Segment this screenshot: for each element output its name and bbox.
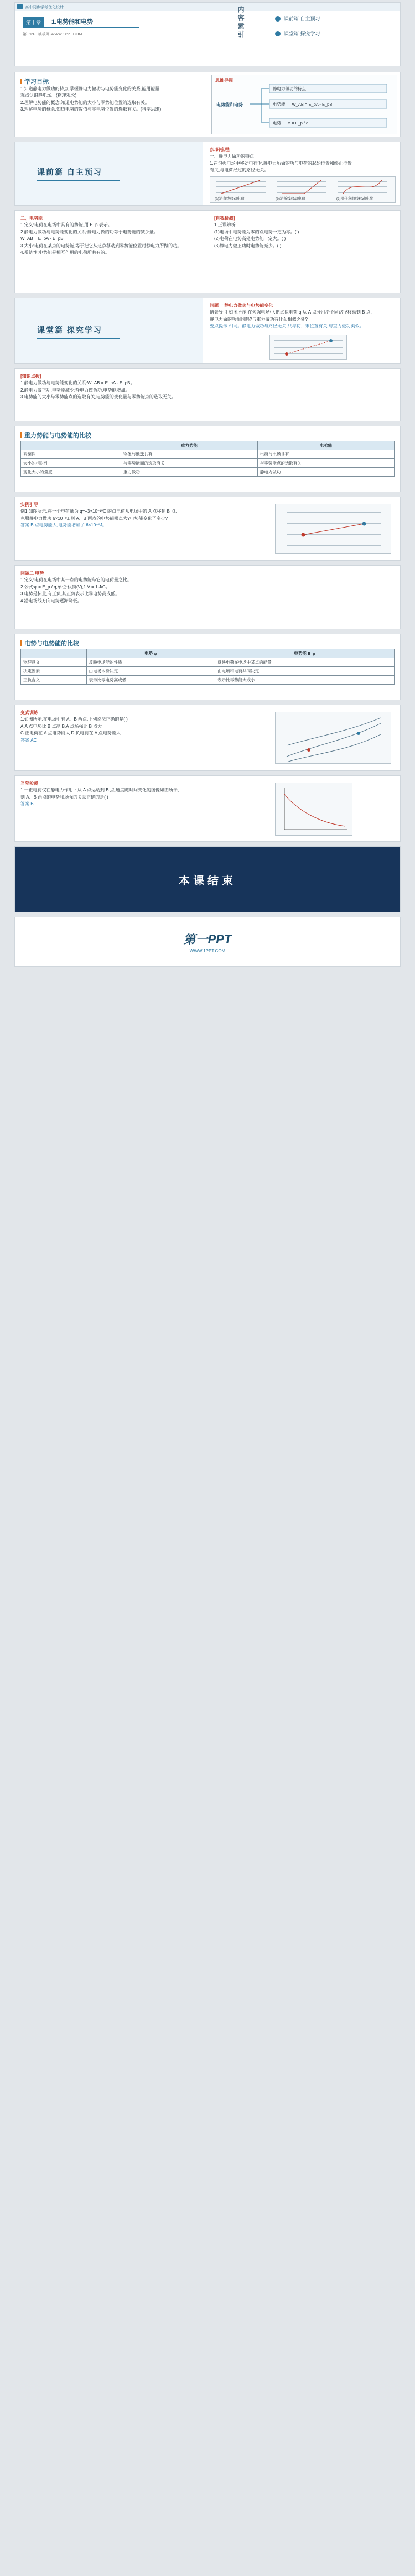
energy-text: 二、电势能 1.定义:电荷在电场中具有的势能,用 E_p 表示。 2.静电力做功与电势能变化的关系:静电力做的功等于电势能的减少量。 W_AB = E_pA - E_pB 3.大小:电荷在某点的电势能,等于把它从这点移动到零势能位置时静电力所做的功。 4.系统性:电势能是相互作用的电荷所共有的。 (20, 216, 182, 255)
preview-text: [知识梳理] 一、静电力做功的特点 1.在匀强电场中移动电荷时,静电力所做的功与电荷的起始位置和终止位置 有关,与电荷经过的路径无关。 (210, 147, 352, 173)
mind-map: 思维导图 电势能和电势 静电力做功的特点 电势能 W_AB = E_pA - E_pB 电势 φ = E_p / q (211, 75, 397, 134)
table-row: 物理意义 反映电场能的性质 反映电荷在电场中某点的能量 (21, 658, 395, 667)
goals-heading: 学习目标 (20, 77, 49, 86)
preview-banner: 课前篇 自主预习 (15, 142, 203, 206)
explore-text: 问题一 静电力做功与电势能变化 情景导引 如图所示,在匀强电场中,把试探电荷 q 从 A 点分别沿不同路径移动到 B 点, 静电力做的功相同吗?与重力做功有什么相似之处? 要点提示 相同。静电力做功与路径无关,只与初、末位置有关,与重力做功类似。 (210, 303, 372, 329)
field-figure (269, 335, 347, 360)
brand-logo: 第一PPT (183, 932, 232, 946)
index-side-label: 内容索引 (237, 6, 245, 39)
preview-slide (14, 142, 401, 206)
explore-banner: 课堂篇 探究学习 (15, 298, 203, 364)
practice-figure (275, 712, 391, 764)
example-slide (14, 497, 401, 561)
work-path-figure: (a)沿直线移动电荷 (b)沿折线移动电荷 (c)沿任意曲线移动电荷 (210, 176, 396, 203)
table-row: 变化大小的量度 重力做功 静电力做功 (21, 468, 395, 477)
table-row: 决定因素 由电场本身决定 由电场和电荷共同决定 (21, 667, 395, 676)
table-header-row: 电势 φ 电势能 E_p (21, 649, 395, 658)
summary-table (20, 649, 395, 685)
ending-title: 本课结束 (179, 874, 236, 887)
potential-slide (14, 565, 401, 629)
table-row: 系统性 物体与地球共有 电荷与电场共有 (21, 450, 395, 459)
table-row: 正负含义 表示比零电势高或低 表示比零势能大或小 (21, 676, 395, 685)
index-item-explore[interactable]: 课堂篇 探究学习 (275, 30, 375, 37)
self-check: [自我检测] 1.正误辨析 (1)电场中电势能为零的点电势一定为零。( ) (2)电荷在电势高处电势能一定大。( ) (3)静电力做正功时电势能减少。( ) (214, 216, 299, 248)
goals-text: 1.知道静电力做功的特点,掌握静电力做功与电势能变化的关系,能用能量 观点认识静电场。(物理观念) 2.理解电势能的概念,知道电势能的大小与零势能位置的选取有关。 3.理解电势的概念,知道电势的数值与零电势位置的选取有关。(科学思维) (20, 86, 162, 112)
index-item-preview[interactable]: 课前篇 自主预习 (275, 15, 375, 22)
vt-graph-figure (275, 783, 352, 836)
logo-icon (17, 4, 23, 9)
cover-slide (14, 2, 401, 66)
index-list (275, 15, 375, 37)
example-text: 实例引导 例1 如图所示,将一个电荷量为 q=+3×10⁻¹⁰C 的点电荷从电场中的 A 点移到 B 点, 克服静电力做功 6×10⁻⁹J,则 A、B 两点的电势能哪点大?电势能变化了多少? 答案 B 点电势能大,电势能增加了 6×10⁻⁹J。 (20, 502, 177, 528)
knowledge-text: [知识点拨] 1.静电力做功与电势能变化的关系:W_AB = E_pA - E_pB。 2.静电力做正功,电势能减少;静电力做负功,电势能增加。 3.电势能的大小与零势能点的选取有关,电势能的变化量与零势能点的选取无关。 (20, 374, 176, 400)
explore-slide (14, 298, 401, 364)
goals-slide (14, 72, 401, 137)
compare-heading: 重力势能与电势能的比较 (20, 431, 91, 440)
logo-tagline: 高中同步学考优化设计 (25, 6, 64, 9)
final-practice-slide (14, 775, 401, 842)
final-practice-text: 当堂检测 1.一正电荷仅在静电力作用下从 A 点运动到 B 点,速度随时间变化的图像如图所示, 则 A、B 两点的电势和场强的关系正确的是( ) 答案 B (20, 781, 179, 807)
title-underline (23, 27, 139, 28)
compare-table (20, 441, 395, 477)
summary-heading: 电势与电势能的比较 (20, 639, 79, 648)
bullet-icon (275, 31, 281, 36)
table-header-row: 重力势能 电势能 (21, 441, 395, 450)
knowledge-slide (14, 368, 401, 421)
chapter-badge: 第十章 (23, 17, 44, 28)
example-figure (275, 504, 391, 554)
bullet-icon (275, 16, 281, 22)
cover-footer: 第一PPT模板网-WWW.1PPT.COM (23, 33, 82, 36)
energy-slide (14, 210, 401, 293)
table-row: 大小的相对性 与零势能面的选取有关 与零势能点的选取有关 (21, 459, 395, 468)
compare-slide (14, 426, 401, 492)
brand-slide (14, 917, 401, 967)
practice-text: 变式训练 1.如图所示,在电场中有 A、B 两点,下列说法正确的是( ) A.A 点电势比 B 点高 B.A 点场强比 B 点大 C.正电荷在 A 点电势能大 D.负电荷在 A 点电势能大 答案 AC (20, 710, 128, 743)
potential-text: 问题二 电势 1.定义:电荷在电场中某一点的电势能与它的电荷量之比。 2.公式:φ = E_p / q,单位:伏特(V),1 V = 1 J/C。 3.电势是标量,有正负,其正负表示比零电势高或低。 4.沿电场线方向电势逐渐降低。 (20, 571, 132, 603)
practice-slide (14, 705, 401, 771)
page-title: 1.电势能和电势 (51, 19, 94, 25)
cover-header (15, 3, 400, 11)
brand-site: WWW.1PPT.COM (189, 948, 226, 953)
summary-slide (14, 634, 401, 700)
ending-slide (14, 846, 401, 912)
